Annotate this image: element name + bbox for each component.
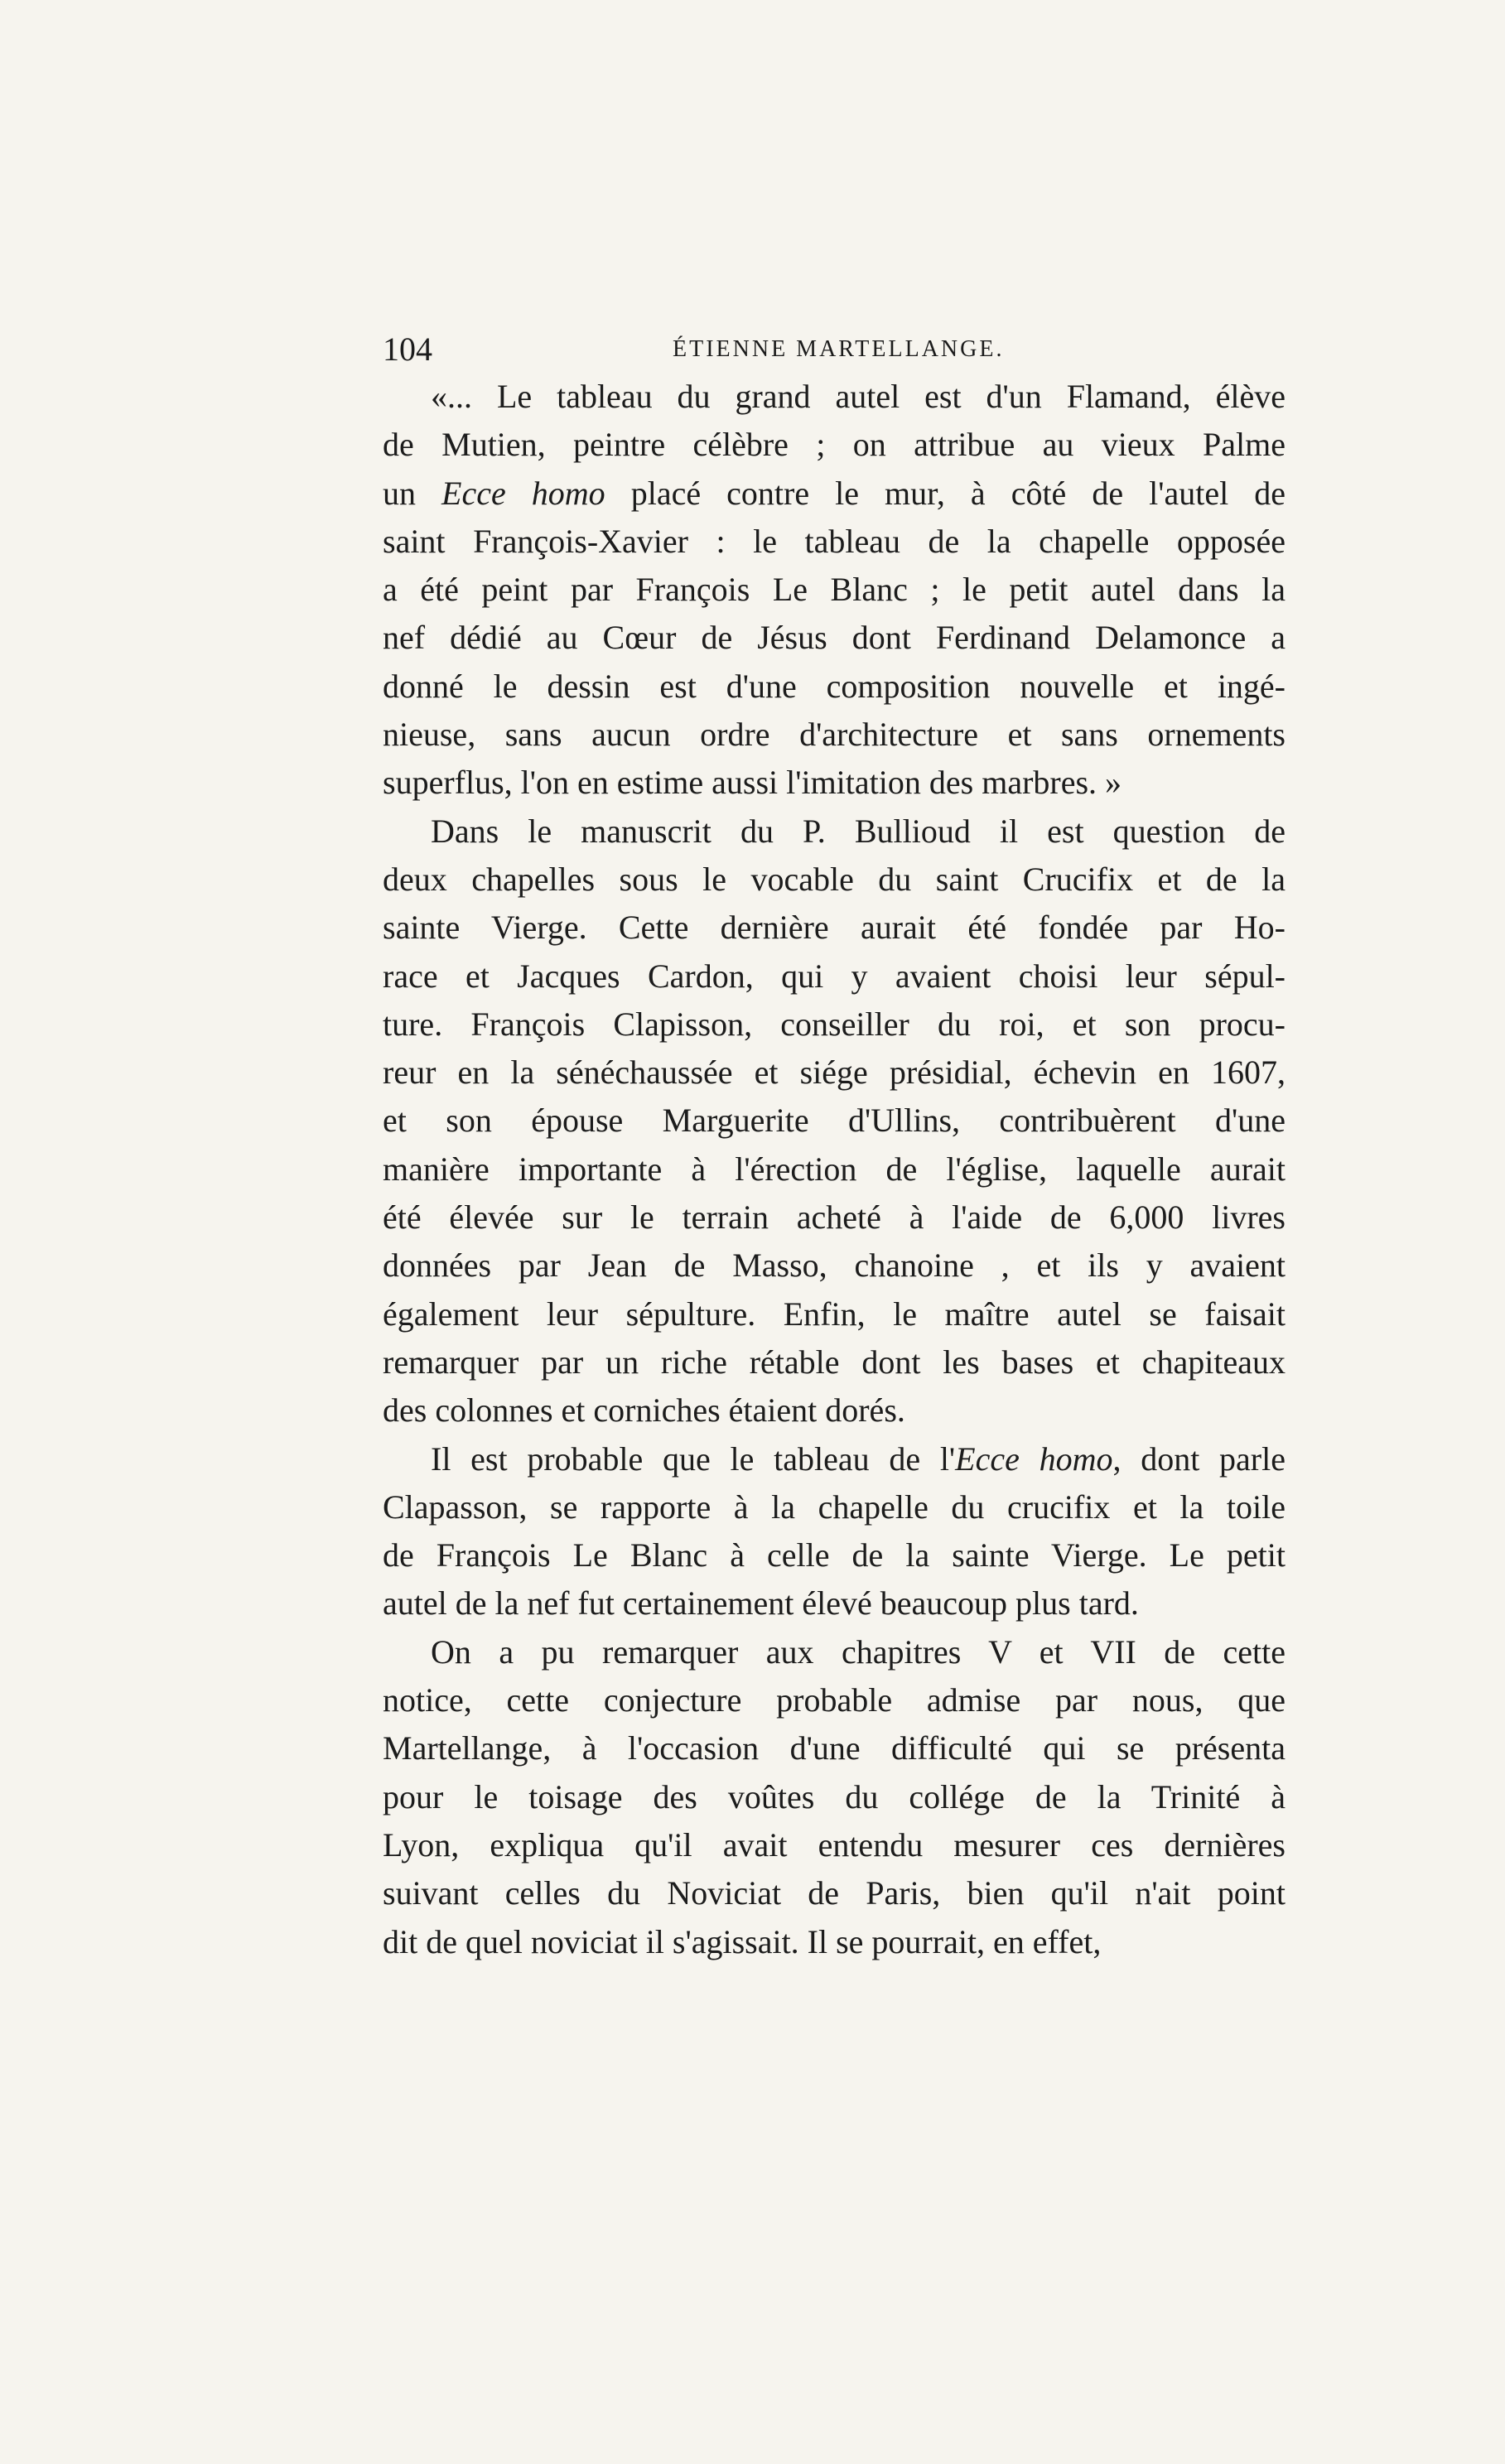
text-line: pour le toisage des voûtes du collége de la Trinité à: [383, 1777, 1286, 1815]
text-line: «... Le tableau du grand autel est d'un Flamand, élève: [431, 378, 1286, 415]
text-line: également leur sépulture. Enfin, le maître autel se faisait: [383, 1295, 1286, 1333]
running-title: ÉTIENNE MARTELLANGE.: [673, 336, 1005, 362]
text-line: été élevée sur le terrain acheté à l'aide de 6,000 livres: [383, 1198, 1286, 1237]
text-line: notice, cette conjecture probable admise par nous, que: [383, 1681, 1286, 1719]
text-line: ture. François Clapisson, conseiller du roi, et son procu-: [383, 1005, 1286, 1043]
text-line: et son épouse Marguerite d'Ullins, contribuèrent d'une: [383, 1102, 1286, 1140]
text-line: donné le dessin est d'une composition nouvelle et ingé-: [383, 667, 1286, 705]
text-line: manière importante à l'érection de l'église, laquelle aurait: [383, 1150, 1286, 1188]
paragraph: [383, 373, 1286, 808]
paragraph: [383, 808, 1286, 1435]
page-number: 104: [383, 330, 432, 368]
text-line: saint François-Xavier : le tableau de la chapelle opposée: [383, 522, 1286, 560]
text-line: sainte Vierge. Cette dernière aurait été fondée par Ho-: [383, 909, 1286, 947]
text-line: autel de la nef fut certainement élevé beaucoup plus tard.: [383, 1584, 1139, 1623]
text-line: superflus, l'on en estime aussi l'imitation des marbres. »: [383, 764, 1122, 802]
text-line: dit de quel noviciat il s'agissait. Il se pourrait, en effet,: [383, 1922, 1102, 1960]
text-line: données par Jean de Masso, chanoine , et ils y avaient: [383, 1246, 1286, 1285]
text-line: remarquer par un riche rétable dont les bases et chapiteaux: [383, 1343, 1286, 1381]
page-header: [383, 330, 1294, 371]
paragraph: [383, 1628, 1286, 1966]
text-line: reur en la sénéchaussée et siége présidial, échevin en 1607,: [383, 1054, 1286, 1092]
text-line: de François Le Blanc à celle de la sainte Vierge. Le petit: [383, 1536, 1286, 1574]
text-line: Il est probable que le tableau de l'Ecce homo, dont parle: [431, 1439, 1286, 1478]
text-line: nieuse, sans aucun ordre d'architecture et sans ornements: [383, 716, 1286, 754]
body-text: [383, 373, 1286, 1966]
text-line: un Ecce homo placé contre le mur, à côté de l'autel de: [383, 474, 1286, 512]
text-line: race et Jacques Cardon, qui y avaient choisi leur sépul-: [383, 957, 1286, 995]
text-line: suivant celles du Noviciat de Paris, bien qu'il n'ait point: [383, 1874, 1286, 1912]
text-line: a été peint par François Le Blanc ; le petit autel dans la: [383, 571, 1286, 609]
text-line: Clapasson, se rapporte à la chapelle du crucifix et la toile: [383, 1488, 1286, 1526]
text-line: de Mutien, peintre célèbre ; on attribue au vieux Palme: [383, 426, 1286, 464]
text-line: Lyon, expliqua qu'il avait entendu mesurer ces dernières: [383, 1825, 1286, 1864]
text-line: On a pu remarquer aux chapitres V et VII de cette: [431, 1632, 1286, 1671]
paragraph: [383, 1435, 1286, 1628]
text-line: nef dédié au Cœur de Jésus dont Ferdinand Delamonce a: [383, 619, 1286, 657]
text-line: Martellange, à l'occasion d'une difficulté qui se présenta: [383, 1729, 1286, 1767]
italic-title: Ecce homo: [441, 474, 605, 512]
italic-title: Ecce homo: [955, 1439, 1113, 1478]
text-line: Dans le manuscrit du P. Bullioud il est question de: [431, 812, 1286, 850]
text-line: deux chapelles sous le vocable du saint Crucifix et de la: [383, 860, 1286, 898]
text-line: des colonnes et corniches étaient dorés.: [383, 1391, 905, 1430]
